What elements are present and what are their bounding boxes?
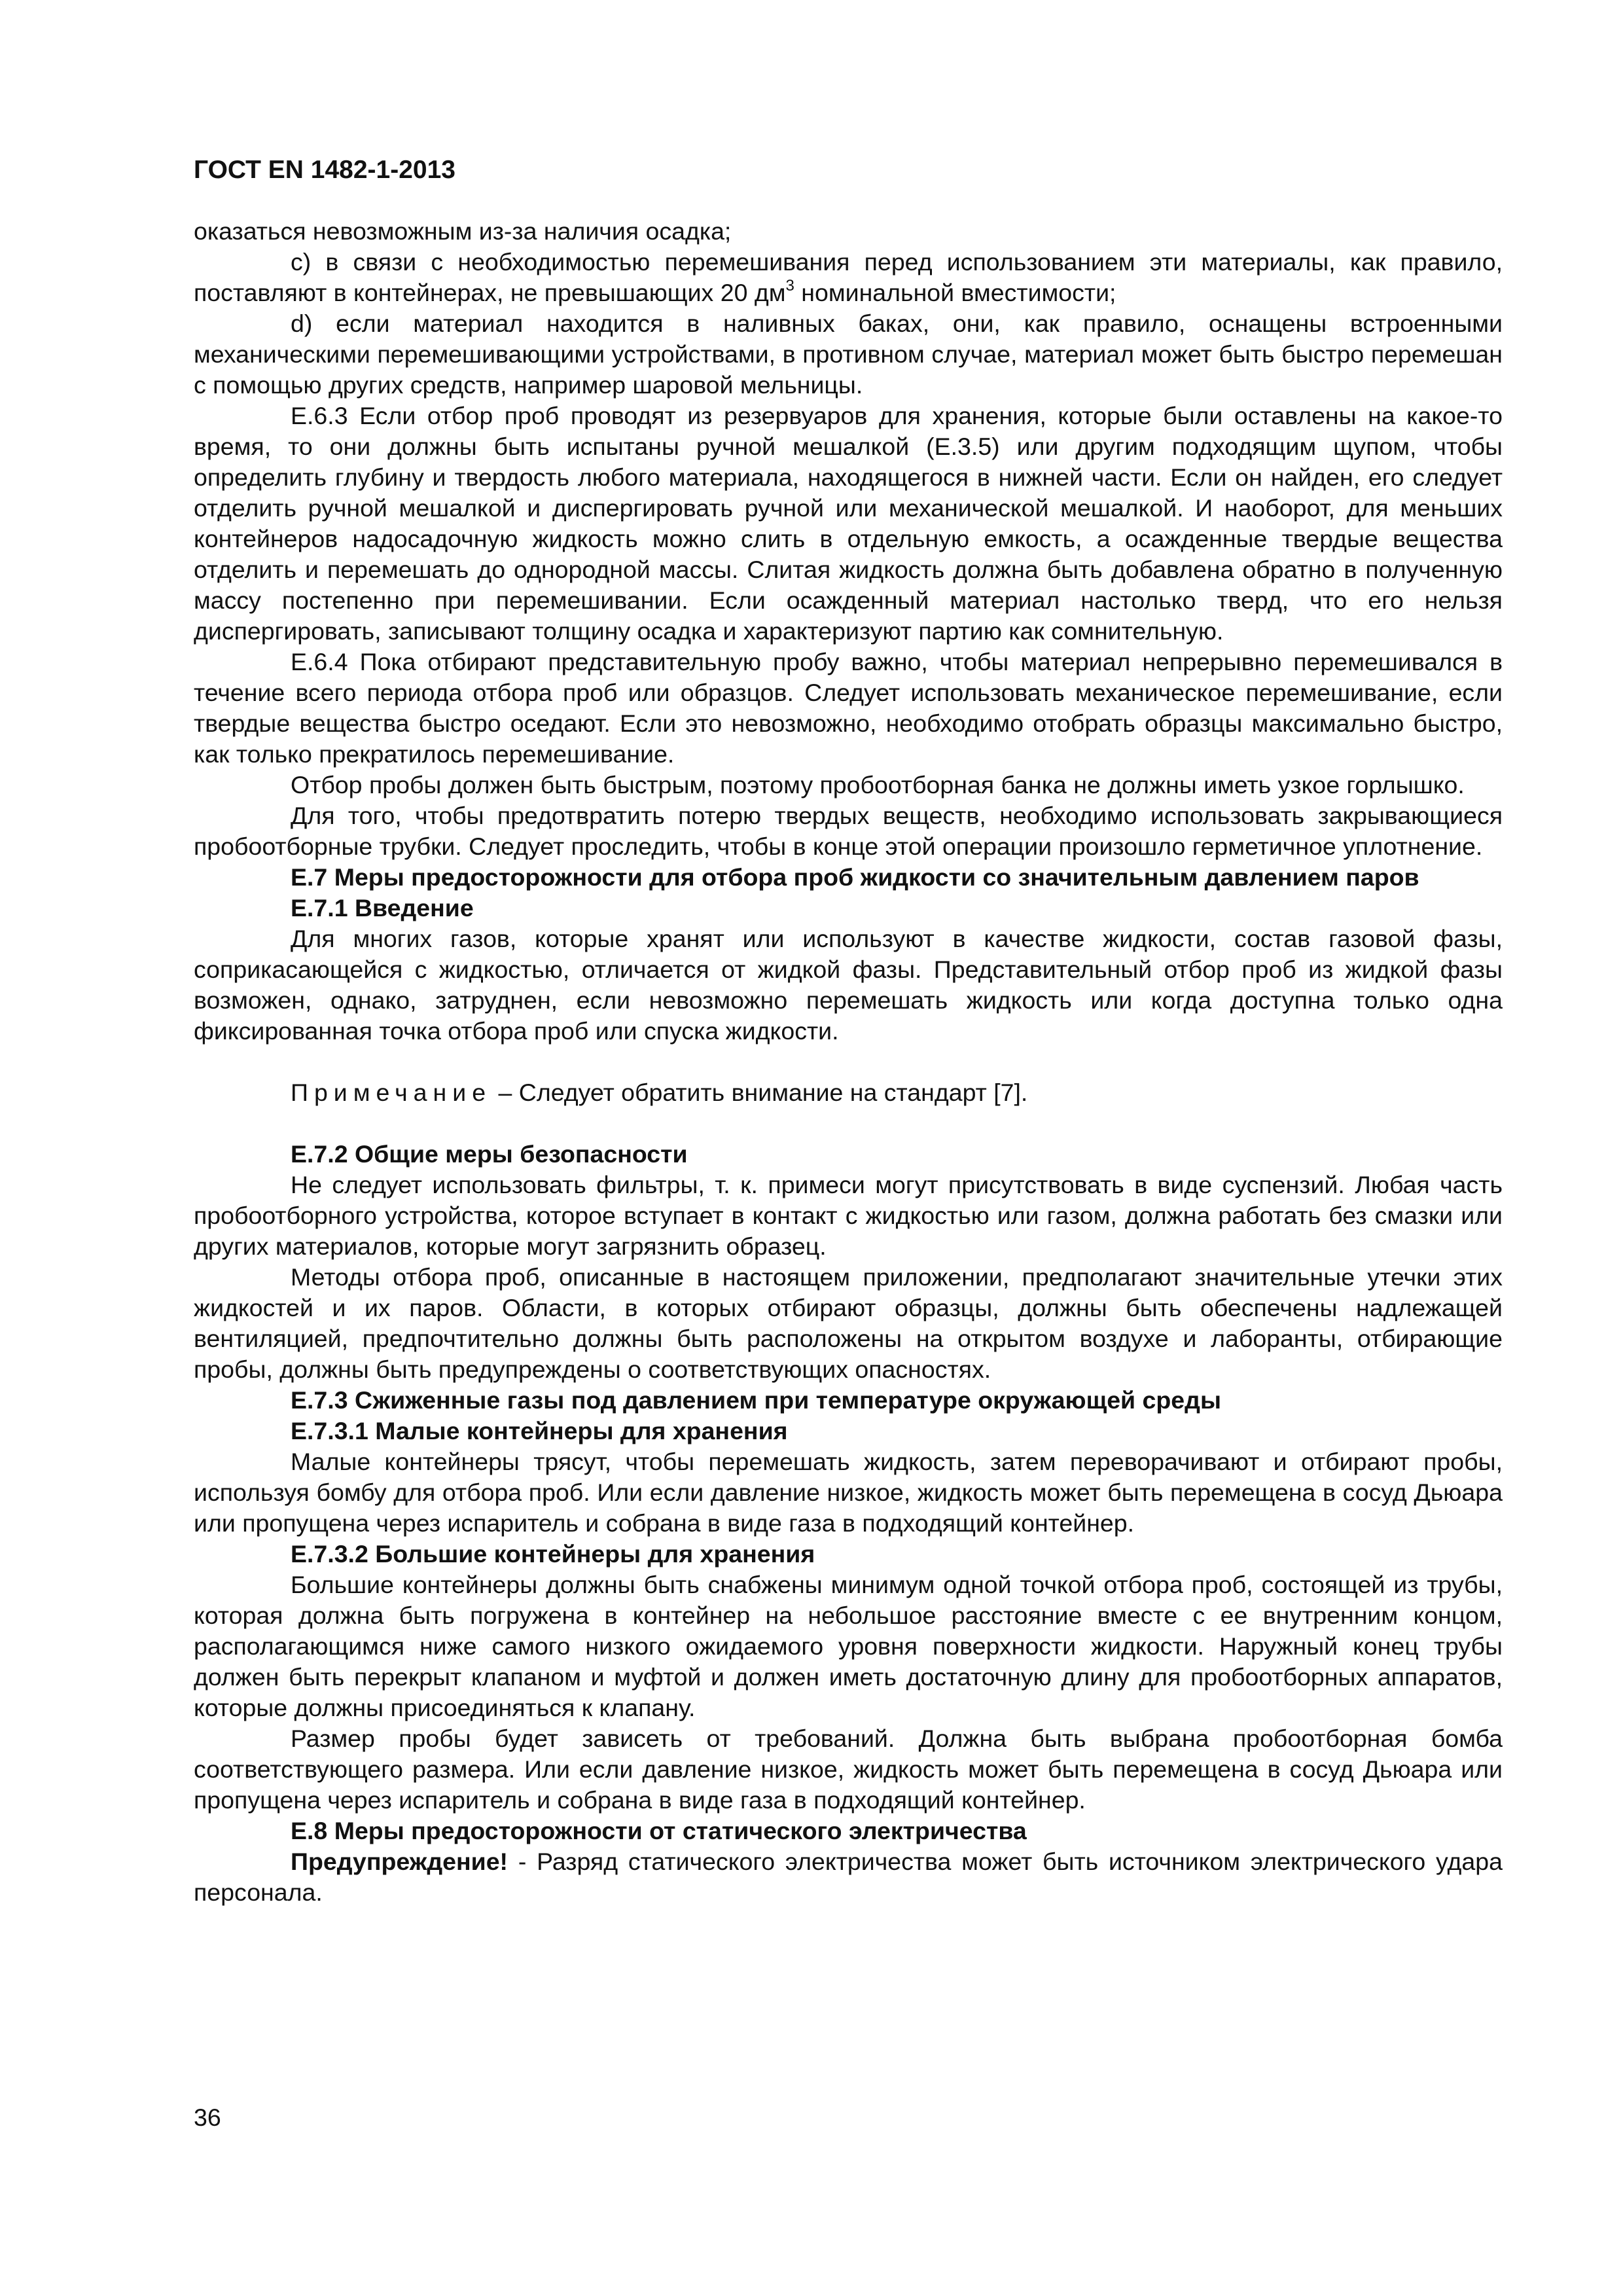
paragraph: Методы отбора проб, описанные в настоящем приложении, предполагают значительные утечки этих жидкостей и их паров. Области, в которых отбирают образцы, должны быть обеспечены надлежащей вентиляцией, предпочтительно должны быть расположены на открытом воздухе и лаборанты, отбирающие пробы, должны быть предупреждены о соответствующих опасностях. (194, 1263, 1503, 1383)
section-heading-e71: E.7.1 Введение (291, 894, 474, 922)
section-heading-e8: E.8 Меры предосторожности от статического электричества (291, 1817, 1027, 1844)
paragraph: Большие контейнеры должны быть снабжены минимум одной точкой отбора проб, состоящей из трубы, которая должна быть погружена в контейнер на небольшое расстояние вместе с ее внутренним концом, располагающимся ниже самого низкого ожидаемого уровня поверхности жидкости. Наружный конец трубы должен быть перекрыт клапаном и муфтой и должен иметь достаточную длину для пробоотборных аппаратов, которые должны присоединяться к клапану. (194, 1571, 1503, 1721)
note-label: Примечание (291, 1079, 492, 1106)
warning-text: - Разряд статического электричества может быть источником электрического удара персонала. (194, 1848, 1503, 1906)
paragraph-text: c) в связи с необходимостью перемешивания перед использованием эти материалы, как правило, поставляют в контейнерах, не превышающих 20 дм (194, 248, 1503, 306)
paragraph: Размер пробы будет зависеть от требований. Должна быть выбрана пробоотборная бомба соответствующего размера. Или если давление низкое, жидкость может быть перемещена в сосуд Дьюара или пропущена через испаритель и собрана в виде газа в подходящий контейнер. (194, 1725, 1503, 1814)
warning-label: Предупреждение! (291, 1848, 508, 1875)
paragraph: Для многих газов, которые хранят или используют в качестве жидкости, состав газовой фазы, соприкасающейся с жидкостью, отличается от жидкой фазы. Представительный отбор проб из жидкой фазы возможен, однако, затруднен, если невозможно перемешать жидкость или когда доступна только одна фиксированная точка отбора проб или спуска жидкости. (194, 925, 1503, 1045)
page-number: 36 (194, 2104, 221, 2131)
document-header: ГОСТ EN 1482-1-2013 (194, 156, 455, 184)
superscript: 3 (785, 277, 794, 295)
paragraph: Отбор пробы должен быть быстрым, поэтому пробоотборная банка не должны иметь узкое горлышко. (291, 771, 1465, 798)
paragraph-e64: E.6.4 Пока отбирают представительную пробу важно, чтобы материал непрерывно перемешивался в течение всего периода отбора проб или образцов. Следует использовать механическое перемешивание, если твердые вещества быстро оседают. Если это невозможно, необходимо отобрать образцы максимально быстро, как только прекратилось перемешивание. (194, 648, 1503, 768)
paragraph-list-item-c (194, 247, 1503, 308)
paragraph: Малые контейнеры трясут, чтобы перемешать жидкость, затем переворачивают и отбирают пробы, используя бомбу для отбора проб. Или если давление низкое, жидкость может быть перемещена в сосуд Дьюара или пропущена через испаритель и собрана в виде газа в подходящий контейнер. (194, 1448, 1503, 1537)
note (194, 1077, 1503, 1108)
paragraph: Не следует использовать фильтры, т. к. примеси могут присутствовать в виде суспензий. Любая часть пробоотборного устройства, которое вступает в контакт с жидкостью или газом, должна работать без смазки или других материалов, которые могут загрязнить образец. (194, 1171, 1503, 1260)
paragraph: Для того, чтобы предотвратить потерю твердых веществ, необходимо использовать закрывающиеся пробоотборные трубки. Следует проследить, чтобы в конце этой операции произошло герметичное уплотнение. (194, 802, 1503, 860)
note-text: – Следует обратить внимание на стандарт [7]. (491, 1079, 1028, 1106)
paragraph: оказаться невозможным из-за наличия осадка; (194, 217, 732, 245)
section-heading-e731: E.7.3.1 Малые контейнеры для хранения (291, 1417, 788, 1444)
section-heading-e7: E.7 Меры предосторожности для отбора проб жидкости со значительным давлением паров (291, 863, 1419, 891)
paragraph-e63: E.6.3 Если отбор проб проводят из резервуаров для хранения, которые были оставлены на какое-то время, то они должны быть испытаны ручной мешалкой (E.3.5) или другим подходящим щупом, чтобы определить глубину и твердость любого материала, находящегося в нижней части. Если он найден, его следует отделить ручной мешалкой и диспергировать ручной или механической мешалкой. И наоборот, для меньших контейнеров надосадочную жидкость можно слить в отдельную емкость, а осажденные твердые вещества отделить и перемешать до однородной массы. Слитая жидкость должна быть добавлена обратно в полученную массу постепенно при перемешивании. Если осажденный материал настолько тверд, что его нельзя диспергировать, записывают толщину осадка и характеризуют партию как сомнительную. (194, 402, 1503, 645)
paragraph-text: номинальной вместимости; (794, 279, 1116, 306)
document-body (194, 216, 1503, 1908)
section-heading-e732: E.7.3.2 Большие контейнеры для хранения (291, 1540, 815, 1568)
warning-paragraph (194, 1846, 1503, 1908)
paragraph-list-item-d: d) если материал находится в наливных баках, они, как правило, оснащены встроенными механическими перемешивающими устройствами, в противном случае, материал может быть быстро перемешан с помощью других средств, например шаровой мельницы. (194, 310, 1503, 399)
section-heading-e73: E.7.3 Сжиженные газы под давлением при температуре окружающей среды (291, 1386, 1221, 1414)
section-heading-e72: E.7.2 Общие меры безопасности (291, 1140, 688, 1168)
